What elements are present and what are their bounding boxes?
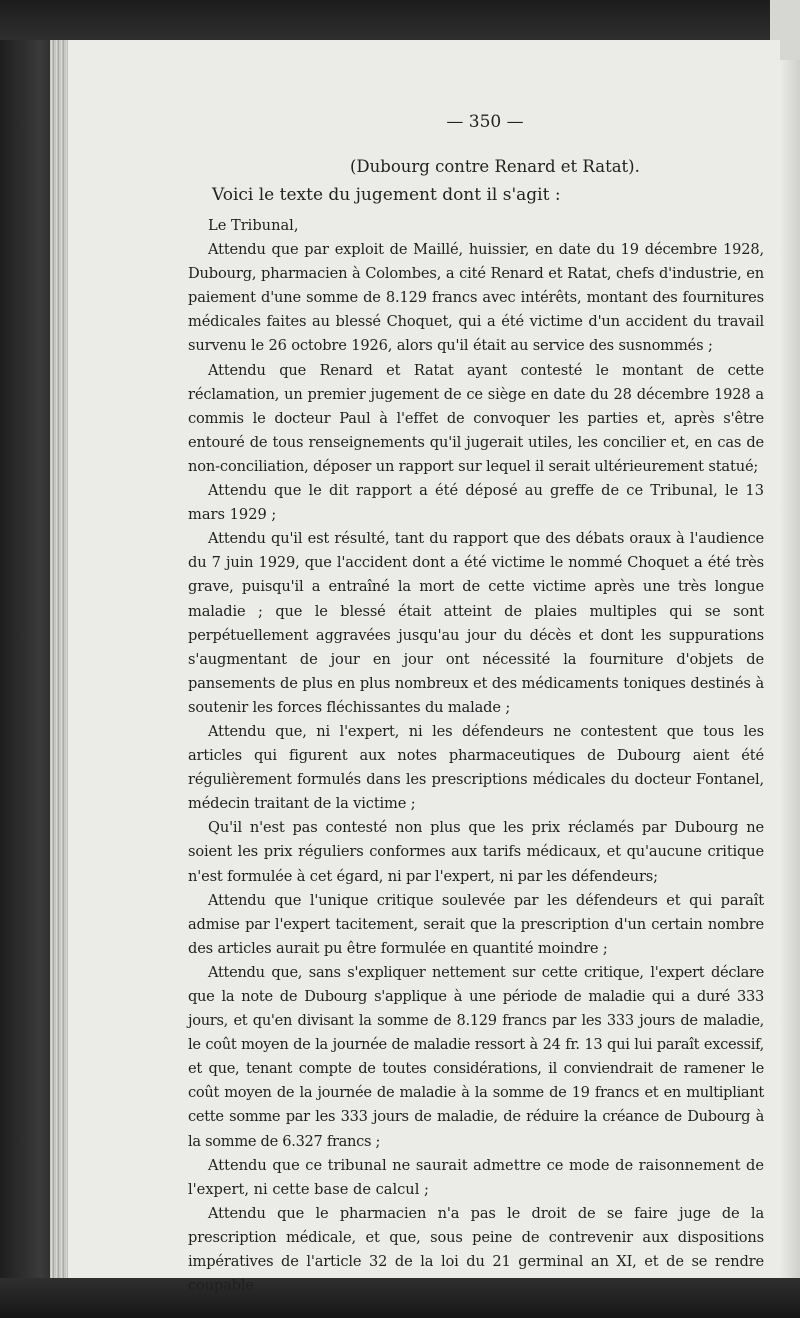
paragraph: Attendu qu'il est résulté, tant du rapport que des débats oraux à l'audience du 7 juin 1929, que l'accident dont a été victime le nommé Choquet a été très grave, puisqu'il a entraîné la mort de cette victime après une très longue maladie ; que le blessé était atteint de plaies multiples qui se sont perpétuellement aggravées jusqu'au jour du décès et dont les suppurations s'augmentant de jour en jour ont nécessité la fourniture d'objets de pansements de plus en plus nombreux et des médicaments toniques destinés à soutenir les forces fléchissantes du malade ; [188, 530, 764, 716]
paragraph: Attendu que l'unique critique soulevée par les défendeurs et qui paraît admise par l'expert tacitement, serait que la prescription d'un certain nombre des articles aurait pu être formulée en quantité moindre ; [188, 891, 764, 957]
page-edges [50, 40, 68, 1280]
paragraph: Le Tribunal, [208, 217, 299, 234]
scan-top-border [0, 0, 800, 40]
page-number: — 350 — [446, 112, 524, 132]
paragraph: Qu'il n'est pas contesté non plus que les prix réclamés par Dubourg ne soient les prix réguliers conformes aux tarifs médicaux, et qu'aucune critique n'est formulée à cet égard, ni par l'expert, ni par les défendeurs; [188, 819, 764, 885]
intro-line: Voici le texte du jugement dont il s'agit : [212, 185, 561, 205]
paragraph: Attendu que Renard et Ratat ayant contesté le montant de cette réclamation, un premier jugement de ce siège en date du 28 décembre 1928 a commis le docteur Paul à l'effet de convoquer les parties et, après s'être entouré de tous renseignements qu'il jugerait utiles, les concilier et, en cas de non-conciliation, déposer un rapport sur lequel il serait ultérieurement statué; [188, 361, 764, 475]
case-title: (Dubourg contre Renard et Ratat). [350, 157, 640, 176]
paragraph: Attendu que le pharmacien n'a pas le droit de se faire juge de la prescription médicale, et que, sous peine de contrevenir aux dispositions impératives de l'article 32 de la loi du 21 germinal an XI, et de se rendre coupable [188, 1204, 764, 1295]
paragraph: Attendu que par exploit de Maillé, huissier, en date du 19 décembre 1928, Dubourg, pharmacien à Colombes, a cité Renard et Ratat, chefs d'industrie, en paiement d'une somme de 8.129 francs avec intérêts, montant des fournitures médicales faites au blessé Choquet, qui a été victime d'un accident du travail survenu le 26 octobre 1926, alors qu'il était au service des susnommés ; [188, 241, 764, 355]
paragraph: Attendu que le dit rapport a été déposé au greffe de ce Tribunal, le 13 mars 1929 ; [188, 482, 764, 524]
paragraph: Attendu que, sans s'expliquer nettement sur cette critique, l'expert déclare que la note de Dubourg s'applique à une période de maladie qui a duré 333 jours, et qu'en divisant la somme de 8.129 francs par les 333 jours de maladie, le coût moyen de la journée de maladie ressort à 24 fr. 13 qui lui paraît excessif, et que, tenant compte de toutes considérations, il conviendrait de ramener le coût moyen de la journée de maladie à la somme de 19 francs et en multipliant cette somme par les 333 jours de maladie, de réduire la créance de Dubourg à la somme de 6.327 francs ; [188, 963, 764, 1150]
paragraph: Attendu que, ni l'expert, ni les défendeurs ne contestent que tous les articles qui figurent aux notes pharmaceutiques de Dubourg aient été régulièrement formulés dans les prescriptions médicales du docteur Fontanel, médecin traitant de la victime ; [188, 722, 764, 813]
paragraph: Attendu que ce tribunal ne saurait admettre ce mode de raisonnement de l'expert, ni cette base de calcul ; [188, 1156, 764, 1198]
judgment-text [188, 214, 764, 1298]
